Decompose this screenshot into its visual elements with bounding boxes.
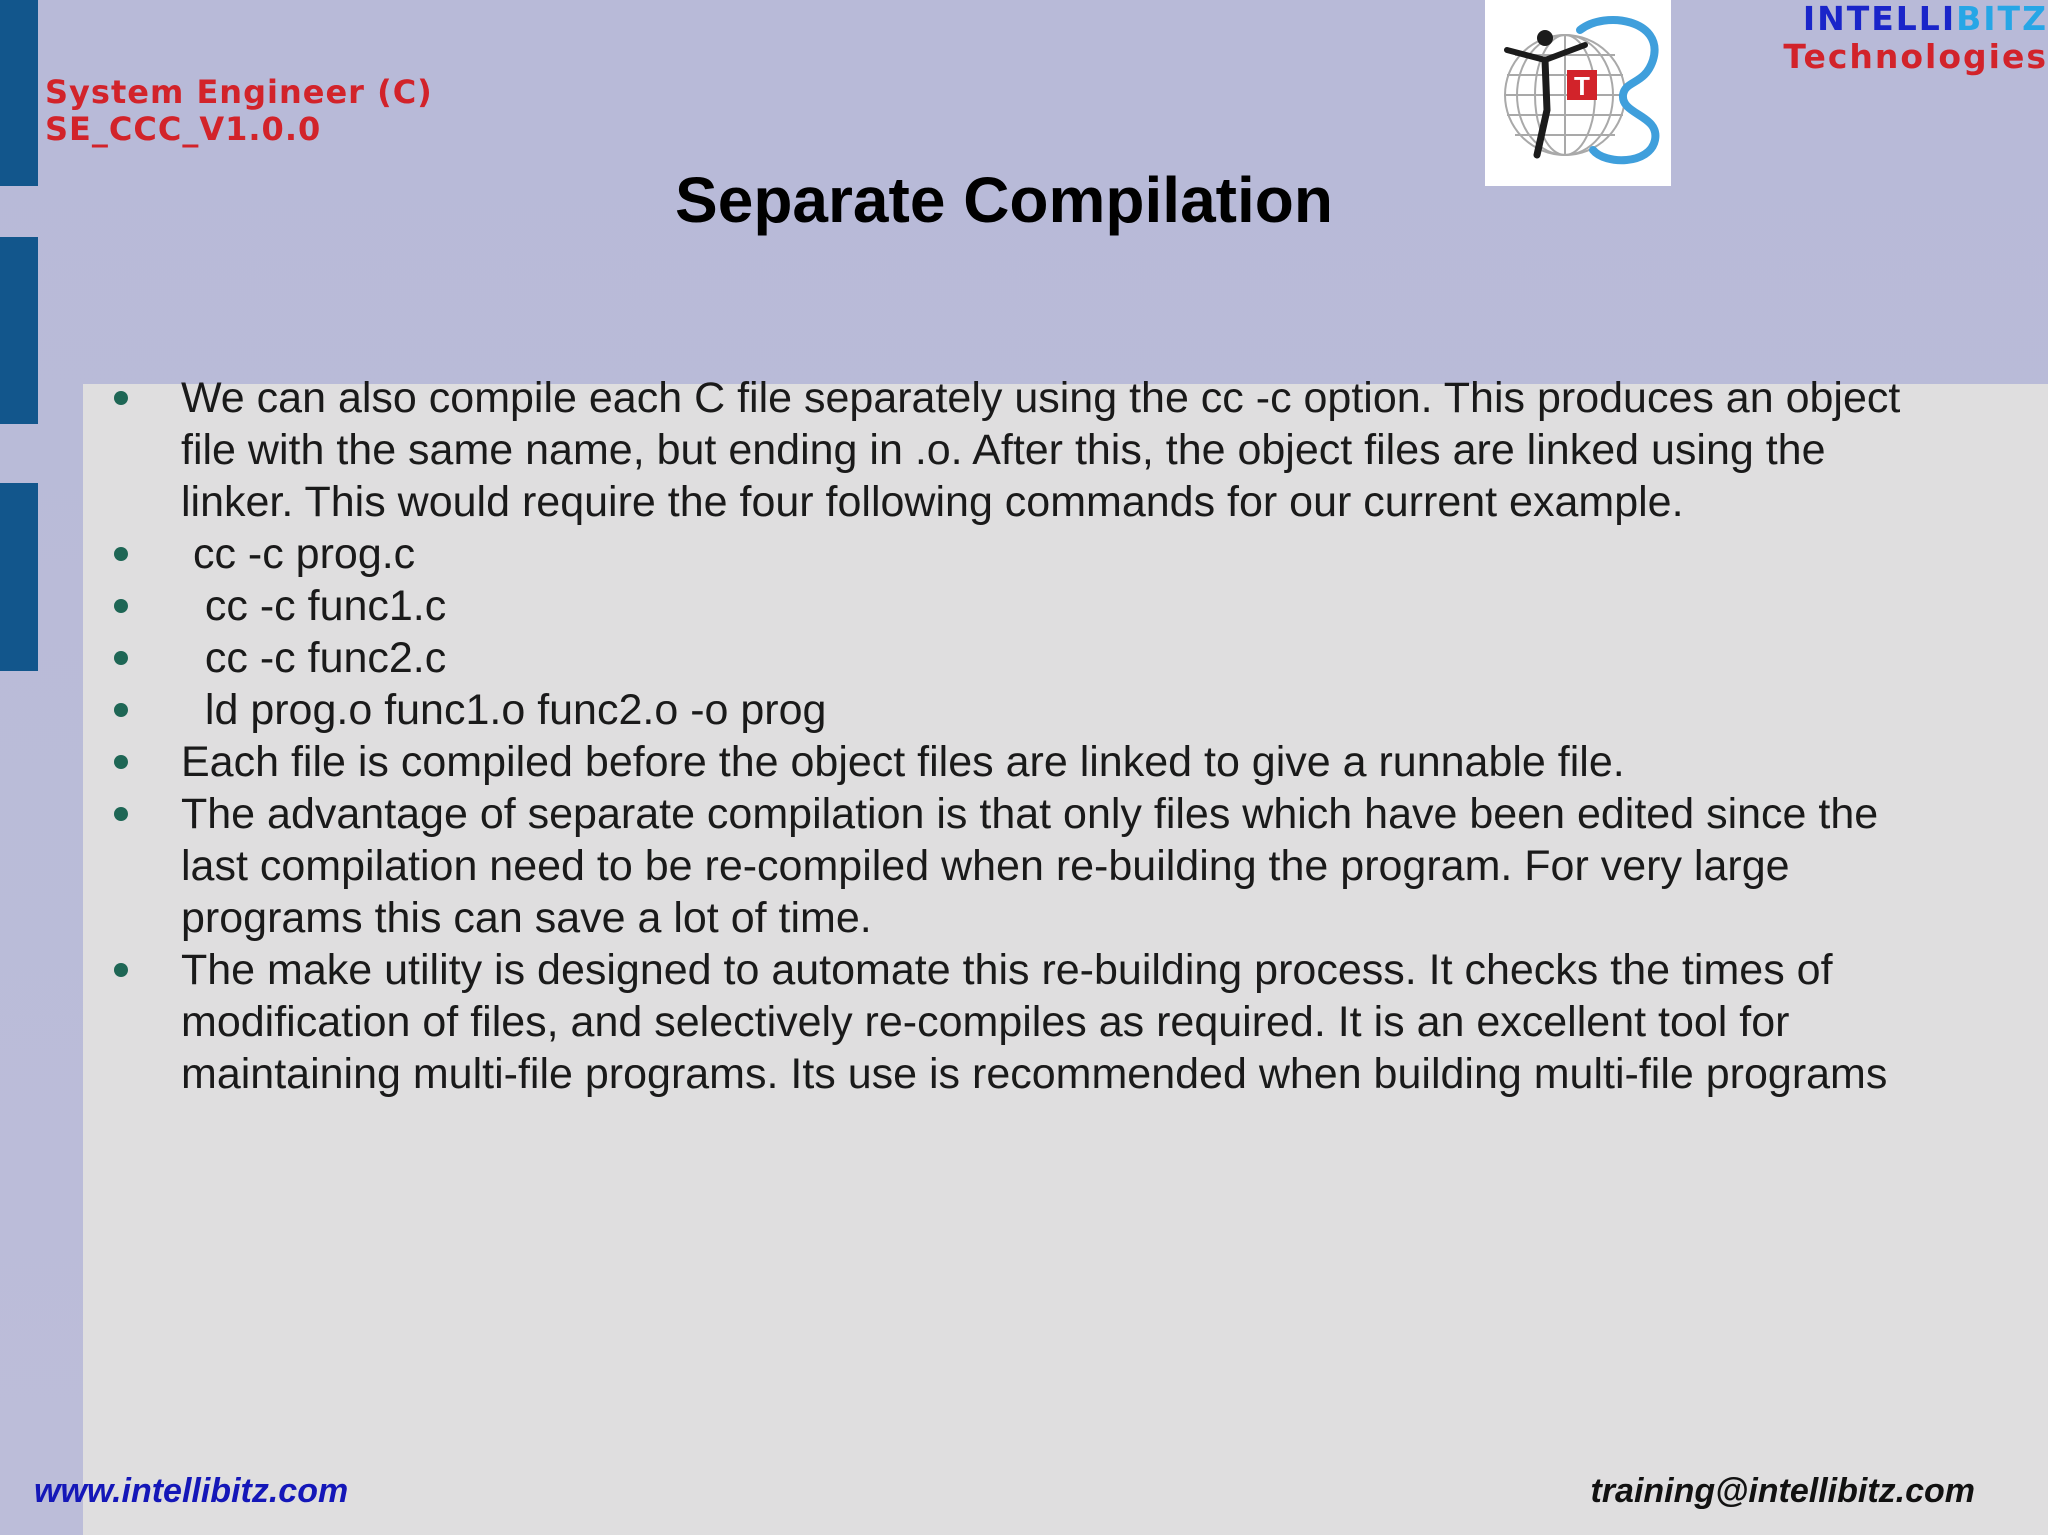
bullet-list bbox=[110, 372, 1913, 1100]
bullet-text: ld prog.o func1.o func2.o -o prog bbox=[181, 686, 827, 734]
course-header bbox=[45, 74, 433, 148]
brand-tagline: Technologies bbox=[1783, 37, 2048, 76]
bullet-item bbox=[110, 632, 1910, 684]
bullet-dot-icon bbox=[114, 651, 128, 665]
footer-email-link[interactable]: training@intellibitz.com bbox=[1590, 1472, 1975, 1510]
bullet-dot-icon bbox=[114, 963, 128, 977]
bullet-item bbox=[110, 788, 1910, 944]
slide-title: Separate Compilation bbox=[675, 164, 1333, 236]
course-title: System Engineer (C) bbox=[45, 73, 433, 111]
left-accent-bar bbox=[0, 237, 38, 424]
logo-letter: T bbox=[1574, 71, 1590, 101]
bullet-text: The advantage of separate compilation is that only files which have been edited since the last compilation need to be re-compiled when re-building the program. For very large programs this can save a lot of time. bbox=[181, 790, 1891, 942]
bullet-dot-icon bbox=[114, 391, 128, 405]
bullet-dot-icon bbox=[114, 807, 128, 821]
bullet-dot-icon bbox=[114, 599, 128, 613]
globe-figure-logo-icon bbox=[1485, 0, 1671, 186]
brand-name-accent: BITZ bbox=[1956, 0, 2048, 38]
bullet-text: cc -c prog.c bbox=[181, 530, 416, 578]
brand-name bbox=[1718, 0, 2048, 76]
bullet-dot-icon bbox=[114, 755, 128, 769]
bullet-item bbox=[110, 372, 1913, 528]
course-code: SE_CCC_V1.0.0 bbox=[45, 110, 322, 148]
bullet-dot-icon bbox=[114, 703, 128, 717]
bullet-item bbox=[110, 944, 1910, 1100]
bullet-dot-icon bbox=[114, 547, 128, 561]
bullet-text: The make utility is designed to automate this re-building process. It checks the times of modification of files, and selectively re-compiles as required. It is an excellent tool for maintaining multi-file programs. Its use is recommended when building multi-file programs bbox=[181, 946, 1888, 1098]
left-accent-bar bbox=[0, 483, 38, 671]
bullet-text: We can also compile each C file separately using the cc -c option. This produces an object file with the same name, but ending in .o. After this, the object files are linked using the linker. This would require the four following commands for our current example. bbox=[181, 374, 1913, 526]
left-accent-bar bbox=[0, 0, 38, 186]
intellibitz-logo bbox=[1485, 0, 1671, 186]
bullet-item bbox=[110, 528, 1910, 580]
bullet-text: Each file is compiled before the object files are linked to give a runnable file. bbox=[181, 738, 1625, 786]
bullet-text: cc -c func1.c bbox=[181, 582, 447, 630]
bullet-item bbox=[110, 580, 1910, 632]
bullet-text: cc -c func2.c bbox=[181, 634, 447, 682]
bullet-item bbox=[110, 736, 1910, 788]
bullet-item bbox=[110, 684, 1910, 736]
footer-website-link[interactable]: www.intellibitz.com bbox=[34, 1472, 349, 1510]
brand-name-main: INTELLI bbox=[1802, 0, 1957, 38]
